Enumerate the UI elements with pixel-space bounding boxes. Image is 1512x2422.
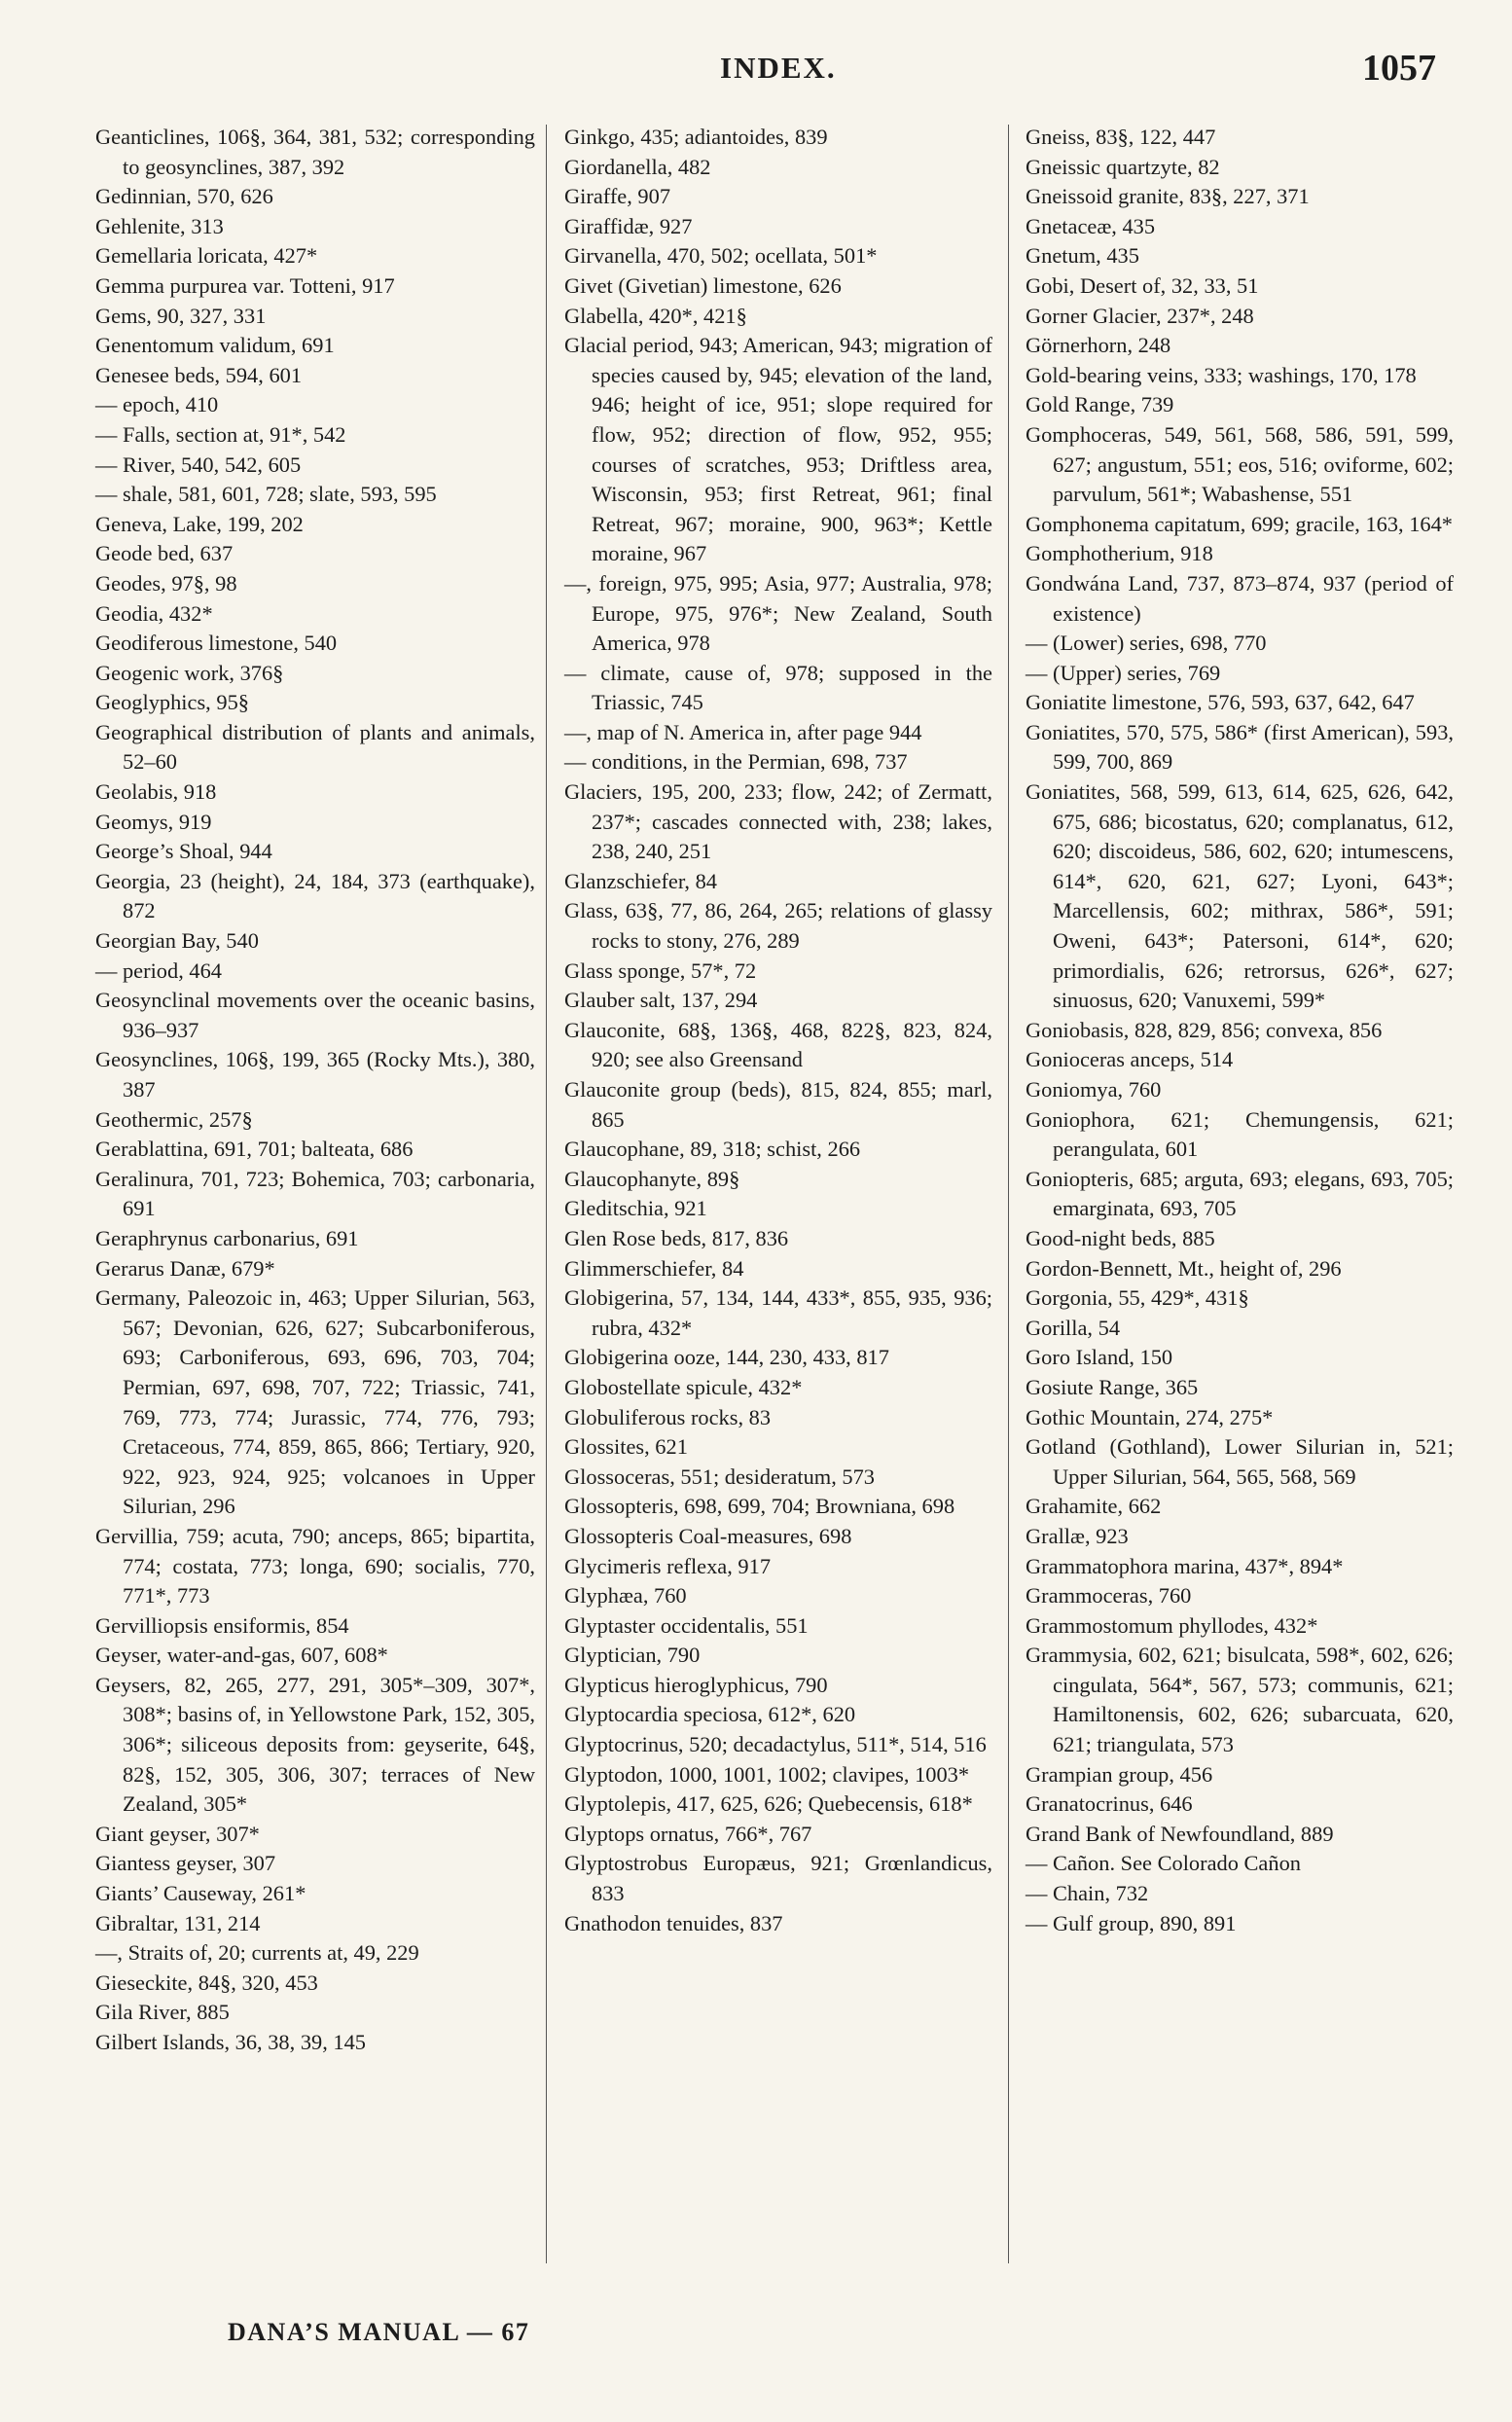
index-entry: Glossopteris, 698, 699, 704; Browniana, 698 bbox=[564, 1494, 955, 1519]
index-entry: Geysers, 82, 265, 277, 291, 305*–309, 307*, 308*; basins of, in Yellowstone Park, 152, 305, 306*; siliceous deposits from: geyserite, 64§, 82§, 152, 305, 306, 307; terraces of New Zealand, 305* bbox=[95, 1672, 535, 1817]
index-entry: Gotland (Gothland), Lower Silurian in, 521; Upper Silurian, 564, 565, 568, 569 bbox=[1026, 1434, 1454, 1489]
index-entry: Glyptodon, 1000, 1001, 1002; clavipes, 1003* bbox=[564, 1761, 970, 1787]
index-entry: Goniophora, 621; Chemungensis, 621; perangulata, 601 bbox=[1026, 1106, 1454, 1162]
index-entry: Goro Island, 150 bbox=[1026, 1345, 1173, 1370]
index-entry: Geyser, water-and-gas, 607, 608* bbox=[95, 1643, 388, 1668]
index-entry: Geolabis, 918 bbox=[95, 779, 217, 805]
index-entry: — Cañon. See Colorado Cañon bbox=[1026, 1851, 1301, 1876]
index-entry: Grammatophora marina, 437*, 894* bbox=[1026, 1553, 1344, 1578]
index-entry: Grampian group, 456 bbox=[1026, 1761, 1213, 1787]
column-rule-left bbox=[546, 125, 547, 2263]
index-entry: Gemellaria loricata, 427* bbox=[95, 243, 318, 269]
index-entry: Gnathodon tenuides, 837 bbox=[564, 1910, 783, 1935]
index-entry: Glossoceras, 551; desideratum, 573 bbox=[564, 1464, 876, 1489]
index-entry: Geneva, Lake, 199, 202 bbox=[95, 511, 304, 536]
index-entry: Gerarus Danæ, 679* bbox=[95, 1255, 275, 1281]
index-entry: Glyptician, 790 bbox=[564, 1643, 701, 1668]
index-entry: —, Straits of, 20; currents at, 49, 229 bbox=[95, 1940, 419, 1966]
index-entry: Geanticlines, 106§, 364, 381, 532; corresponding to geosynclines, 387, 392 bbox=[95, 125, 535, 179]
index-entry: Gilbert Islands, 36, 38, 39, 145 bbox=[95, 2030, 366, 2054]
index-entry: Gondwána Land, 737, 873–874, 937 (period of existence) bbox=[1026, 570, 1454, 626]
index-entry: Gomphotherium, 918 bbox=[1026, 541, 1213, 566]
index-entry: Glabella, 420*, 421§ bbox=[564, 303, 747, 328]
index-entry: Giant geyser, 307* bbox=[95, 1821, 260, 1846]
index-entry: Glyphæa, 760 bbox=[564, 1583, 687, 1609]
index-entry: Glyptocardia speciosa, 612*, 620 bbox=[564, 1702, 856, 1727]
index-entry: Glyptops ornatus, 766*, 767 bbox=[564, 1821, 812, 1846]
index-entry: Girvanella, 470, 502; ocellata, 501* bbox=[564, 243, 878, 269]
index-entry: — (Upper) series, 769 bbox=[1026, 660, 1221, 685]
index-entry: Glycimeris reflexa, 917 bbox=[564, 1553, 772, 1578]
index-entry: Glyptostrobus Europæus, 921; Grœnlandicus, 833 bbox=[564, 1851, 992, 1906]
index-entry: Gomphoceras, 549, 561, 568, 586, 591, 599, 627; angustum, 551; eos, 516; oviforme, 602; parvulum, 561*; Wabashense, 551 bbox=[1026, 421, 1454, 507]
index-entry: Giraffe, 907 bbox=[564, 184, 671, 209]
index-entry: Geomys, 919 bbox=[95, 809, 212, 834]
page-header bbox=[0, 47, 1512, 105]
index-entry: Grammostomum phyllodes, 432* bbox=[1026, 1612, 1318, 1638]
index-entry: Givet (Givetian) limestone, 626 bbox=[564, 272, 842, 298]
index-column-1 bbox=[95, 123, 535, 2058]
index-entry: Globostellate spicule, 432* bbox=[564, 1374, 803, 1399]
index-entry: Gems, 90, 327, 331 bbox=[95, 303, 267, 328]
index-entry: Giants’ Causeway, 261* bbox=[95, 1881, 306, 1906]
index-entry: Glen Rose beds, 817, 836 bbox=[564, 1225, 789, 1250]
index-entry: Genesee beds, 594, 601 bbox=[95, 362, 303, 387]
index-entry: Geosynclinal movements over the oceanic basins, 936–937 bbox=[95, 988, 535, 1042]
index-entry: Granatocrinus, 646 bbox=[1026, 1791, 1193, 1817]
index-entry: Gorner Glacier, 237*, 248 bbox=[1026, 303, 1254, 328]
index-entry: Glossites, 621 bbox=[564, 1434, 688, 1460]
index-entry: Gila River, 885 bbox=[95, 2000, 230, 2025]
index-entry: — epoch, 410 bbox=[95, 392, 219, 417]
index-entry: Giraffidæ, 927 bbox=[564, 213, 693, 238]
index-entry: Geographical distribution of plants and animals, 52–60 bbox=[95, 719, 535, 775]
index-entry: Gosiute Range, 365 bbox=[1026, 1374, 1199, 1399]
index-entry: Giordanella, 482 bbox=[564, 154, 711, 179]
index-entry: Geogenic work, 376§ bbox=[95, 660, 284, 685]
index-entry: Geraphrynus carbonarius, 691 bbox=[95, 1225, 359, 1250]
index-entry: Grahamite, 662 bbox=[1026, 1494, 1162, 1519]
index-entry: Görnerhorn, 248 bbox=[1026, 333, 1171, 358]
index-entry: Grammoceras, 760 bbox=[1026, 1583, 1192, 1609]
index-column-3 bbox=[1026, 123, 1454, 1938]
index-entry: Gold Range, 739 bbox=[1026, 392, 1174, 417]
index-entry: Gervilliopsis ensiformis, 854 bbox=[95, 1612, 349, 1638]
index-entry: Glass, 63§, 77, 86, 264, 265; relations of glassy rocks to stony, 276, 289 bbox=[564, 898, 992, 954]
index-entry: Geothermic, 257§ bbox=[95, 1106, 253, 1132]
index-entry: Gorilla, 54 bbox=[1026, 1315, 1121, 1340]
index-entry: Geodia, 432* bbox=[95, 600, 213, 626]
index-entry: — Gulf group, 890, 891 bbox=[1026, 1910, 1237, 1935]
index-entry: —, foreign, 975, 995; Asia, 977; Australia, 978; Europe, 975, 976*; New Zealand, South America, 978 bbox=[564, 570, 992, 656]
index-entry: — conditions, in the Permian, 698, 737 bbox=[564, 749, 908, 775]
index-entry: Gonioceras anceps, 514 bbox=[1026, 1047, 1234, 1072]
index-entry: Geodiferous limestone, 540 bbox=[95, 631, 338, 656]
index-entry: Germany, Paleozoic in, 463; Upper Silurian, 563, 567; Devonian, 626, 627; Subcarboniferous, 693; Carboniferous, 693, 696, 703, 704; Permian, 697, 698, 707, 722; Triassic, 741, 769, 773, 774; Jurassic, 774, 776, 793; Cretaceous, 774, 859, 865, 866; Tertiary, 920, 922, 923, 924, 925; volcanoes in Upper Silurian, 296 bbox=[95, 1285, 535, 1519]
index-entry: George’s Shoal, 944 bbox=[95, 839, 272, 864]
index-entry: Glauconite, 68§, 136§, 468, 822§, 823, 824, 920; see also Greensand bbox=[564, 1017, 992, 1072]
index-entry: Glaucophane, 89, 318; schist, 266 bbox=[564, 1137, 861, 1162]
page-title: INDEX. bbox=[720, 51, 837, 85]
index-entry: — Falls, section at, 91*, 542 bbox=[95, 421, 346, 447]
index-entry: Gleditschia, 921 bbox=[564, 1196, 707, 1221]
index-entry: Gerablattina, 691, 701; balteata, 686 bbox=[95, 1137, 414, 1162]
index-entry: Geodes, 97§, 98 bbox=[95, 570, 237, 596]
index-entry: Gervillia, 759; acuta, 790; anceps, 865; bipartita, 774; costata, 773; longa, 690; socialis, 770, 771*, 773 bbox=[95, 1523, 535, 1609]
index-entry: Gordon-Bennett, Mt., height of, 296 bbox=[1026, 1255, 1342, 1281]
index-entry: Gneiss, 83§, 122, 447 bbox=[1026, 125, 1216, 149]
index-entry: Glauber salt, 137, 294 bbox=[564, 988, 758, 1013]
index-entry: Glacial period, 943; American, 943; migration of species caused by, 945; elevation of the land, 946; height of ice, 951; slope required for flow, 952; direction of flow, 952, 955; courses of scratches, 953; Driftless area, Wisconsin, 953; first Retreat, 961; final Retreat, 967; moraine, 900, 963*; Kettle moraine, 967 bbox=[564, 333, 992, 566]
index-entry: Grallæ, 923 bbox=[1026, 1523, 1129, 1548]
index-entry: Ginkgo, 435; adiantoides, 839 bbox=[564, 125, 828, 149]
index-entry: Giantess geyser, 307 bbox=[95, 1851, 276, 1876]
index-entry: —, map of N. America in, after page 944 bbox=[564, 719, 922, 744]
index-entry: Gieseckite, 84§, 320, 453 bbox=[95, 1970, 318, 1995]
index-entry: Glaciers, 195, 200, 233; flow, 242; of Zermatt, 237*; cascades connected with, 238; lakes, 238, 240, 251 bbox=[564, 779, 992, 864]
index-entry: Gold-bearing veins, 333; washings, 170, 178 bbox=[1026, 362, 1417, 387]
index-entry: Globigerina, 57, 134, 144, 433*, 855, 935, 936; rubra, 432* bbox=[564, 1285, 992, 1340]
column-rule-right bbox=[1008, 125, 1009, 2263]
index-entry: Geoglyphics, 95§ bbox=[95, 690, 249, 715]
index-entry: Gedinnian, 570, 626 bbox=[95, 184, 273, 209]
index-entry: — period, 464 bbox=[95, 958, 222, 983]
index-entry: Glypticus hieroglyphicus, 790 bbox=[564, 1672, 828, 1697]
index-entry: Goniatites, 568, 599, 613, 614, 625, 626, 642, 675, 686; bicostatus, 620; complanatus, 612, 620; discoideus, 586, 602, 620; intumescens, 614*, 620, 621, 627; Lyoni, 643*; Marcellensis, 602; mithrax, 586*, 591; Oweni, 643*; Patersoni, 614*, 620; primordialis, 626; retrorsus, 626*, 627; sinuosus, 620; Vanuxemi, 599* bbox=[1026, 779, 1454, 1013]
page-number: 1057 bbox=[1362, 48, 1436, 89]
index-entry: Gehlenite, 313 bbox=[95, 213, 224, 238]
index-entry: Gomphonema capitatum, 699; gracile, 163, 164* bbox=[1026, 511, 1454, 536]
index-entry: Gorgonia, 55, 429*, 431§ bbox=[1026, 1285, 1249, 1311]
index-entry: Grand Bank of Newfoundland, 889 bbox=[1026, 1821, 1334, 1846]
index-entry: Glaucophanyte, 89§ bbox=[564, 1166, 740, 1191]
index-entry: Geode bed, 637 bbox=[95, 541, 234, 566]
index-entry: Globuliferous rocks, 83 bbox=[564, 1404, 772, 1429]
index-entry: — climate, cause of, 978; supposed in the Triassic, 745 bbox=[564, 660, 992, 715]
index-entry: Glanzschiefer, 84 bbox=[564, 868, 718, 893]
index-entry: Glimmerschiefer, 84 bbox=[564, 1255, 744, 1281]
index-entry: Gobi, Desert of, 32, 33, 51 bbox=[1026, 272, 1259, 298]
index-entry: Gemma purpurea var. Totteni, 917 bbox=[95, 272, 395, 298]
index-entry: Georgian Bay, 540 bbox=[95, 928, 259, 954]
index-entry: Glossopteris Coal-measures, 698 bbox=[564, 1523, 852, 1548]
index-entry: Good-night beds, 885 bbox=[1026, 1225, 1215, 1250]
signature-mark: DANA’S MANUAL — 67 bbox=[228, 2318, 530, 2346]
index-entry: Gothic Mountain, 274, 275* bbox=[1026, 1404, 1274, 1429]
index-entry: Gneissoid granite, 83§, 227, 371 bbox=[1026, 184, 1310, 209]
index-entry: — River, 540, 542, 605 bbox=[95, 452, 302, 477]
index-entry: Goniatites, 570, 575, 586* (first American), 593, 599, 700, 869 bbox=[1026, 719, 1454, 775]
index-entry: Glass sponge, 57*, 72 bbox=[564, 958, 757, 983]
index-entry: Glyptaster occidentalis, 551 bbox=[564, 1612, 809, 1638]
index-entry: Globigerina ooze, 144, 230, 433, 817 bbox=[564, 1345, 889, 1370]
index-entry: Genentomum validum, 691 bbox=[95, 333, 335, 358]
index-entry: Glauconite group (beds), 815, 824, 855; marl, 865 bbox=[564, 1077, 992, 1132]
index-entry: Glyptolepis, 417, 625, 626; Quebecensis, 618* bbox=[564, 1791, 973, 1817]
index-entry: — Chain, 732 bbox=[1026, 1881, 1149, 1906]
index-entry: — (Lower) series, 698, 770 bbox=[1026, 631, 1267, 656]
index-entry: Gnetaceæ, 435 bbox=[1026, 213, 1156, 238]
index-entry: Geralinura, 701, 723; Bohemica, 703; carbonaria, 691 bbox=[95, 1166, 535, 1221]
index-entry: — shale, 581, 601, 728; slate, 593, 595 bbox=[95, 482, 437, 507]
index-entry: Gibraltar, 131, 214 bbox=[95, 1910, 261, 1935]
index-entry: Georgia, 23 (height), 24, 184, 373 (earthquake), 872 bbox=[95, 868, 535, 923]
index-entry: Goniomya, 760 bbox=[1026, 1077, 1162, 1102]
index-column-2 bbox=[564, 123, 992, 1938]
index-entry: Glyptocrinus, 520; decadactylus, 511*, 514, 516 bbox=[564, 1732, 987, 1757]
index-entry: Gnetum, 435 bbox=[1026, 243, 1139, 269]
index-entry: Goniobasis, 828, 829, 856; convexa, 856 bbox=[1026, 1017, 1383, 1042]
index-entry: Goniatite limestone, 576, 593, 637, 642, 647 bbox=[1026, 690, 1415, 715]
index-entry: Gneissic quartzyte, 82 bbox=[1026, 154, 1220, 179]
index-entry: Geosynclines, 106§, 199, 365 (Rocky Mts.), 380, 387 bbox=[95, 1047, 535, 1102]
index-entry: Goniopteris, 685; arguta, 693; elegans, 693, 705; emarginata, 693, 705 bbox=[1026, 1166, 1454, 1221]
index-entry: Grammysia, 602, 621; bisulcata, 598*, 602, 626; cingulata, 564*, 567, 573; communis, 621; Hamiltonensis, 602, 626; subarcuata, 620, 621; triangulata, 573 bbox=[1026, 1643, 1454, 1757]
